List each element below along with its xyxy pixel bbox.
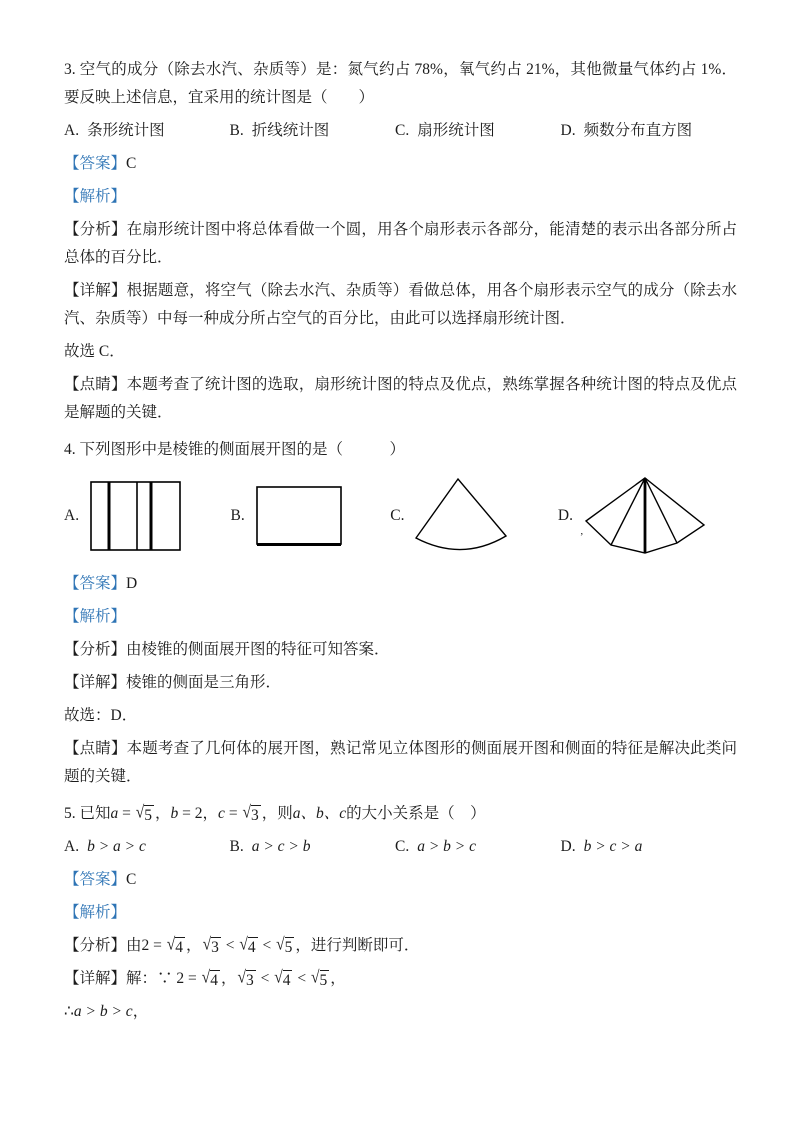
q4-jiexi-label: 【解析】 bbox=[64, 608, 127, 625]
comma: ， bbox=[132, 1003, 149, 1020]
comma: ， bbox=[155, 805, 171, 822]
sqrt-5 bbox=[311, 965, 329, 993]
radicand: 4 bbox=[175, 939, 184, 956]
divided-rectangle-figure bbox=[90, 481, 182, 552]
q5-stem-mid: 则 bbox=[277, 805, 293, 822]
q4-figure-b-label: B. bbox=[230, 507, 245, 524]
q4-figure-c-label: C. bbox=[390, 507, 405, 524]
two-equals: 2 = bbox=[141, 937, 166, 954]
q3-option-c bbox=[395, 117, 561, 145]
fenxi-pre: 由 bbox=[126, 937, 142, 954]
q4-figure-c bbox=[390, 476, 509, 556]
q4-stem: 4. 下列图形中是棱锥的侧面展开图的是（ ） bbox=[64, 441, 406, 458]
q5-option-a bbox=[64, 833, 230, 861]
q5-option-c-text: a > b > c bbox=[417, 838, 477, 855]
q5-jiexi-line bbox=[64, 899, 737, 927]
q5-option-b-label: B. bbox=[229, 838, 244, 855]
q5-jiexi-label: 【解析】 bbox=[64, 904, 127, 921]
therefore-symbol: ∴ bbox=[64, 1003, 74, 1020]
equals-sign: = bbox=[118, 805, 135, 822]
radicand: 4 bbox=[210, 972, 218, 989]
q3-option-a-label: A. bbox=[64, 122, 80, 139]
question-5 bbox=[64, 800, 737, 1026]
q3-answer-label: 【答案】 bbox=[64, 155, 127, 172]
radicand: 3 bbox=[211, 939, 219, 956]
q4-figure-a-label: A. bbox=[64, 507, 80, 524]
equals-sign: = bbox=[224, 805, 242, 822]
q5-option-b-text: a > c > b bbox=[251, 838, 311, 855]
comma: ， bbox=[261, 805, 278, 822]
equals-two: = 2， bbox=[178, 805, 219, 822]
q4-figure-b bbox=[231, 486, 342, 547]
q5-conclusion-expr: a > b > c bbox=[73, 1003, 133, 1020]
sector-figure bbox=[415, 476, 509, 556]
sqrt-3 bbox=[242, 800, 260, 828]
comma: ， bbox=[220, 970, 237, 987]
q3-dianjing: 【点睛】本题考查了统计图的选取，扇形统计图的特点及优点，熟练掌握各种统计图的特点及优点是解题的关键． bbox=[64, 376, 737, 421]
xiangjie-pre: 解： bbox=[126, 970, 158, 987]
radical-sign: √ bbox=[135, 802, 145, 823]
q4-jiexi-line bbox=[64, 603, 737, 631]
q3-option-b bbox=[230, 117, 396, 145]
q4-answer-label: 【答案】 bbox=[64, 575, 127, 592]
q5-answer-line bbox=[64, 866, 737, 894]
q4-xiangjie: 【详解】棱锥的侧面是三角形． bbox=[64, 674, 282, 691]
var-b: b bbox=[170, 805, 179, 822]
q3-option-d-text: 频数分布直方图 bbox=[583, 122, 693, 139]
q4-answer-value: D bbox=[126, 575, 138, 592]
q5-answer-label: 【答案】 bbox=[64, 871, 127, 888]
q3-stem: 3. 空气的成分（除去水汽、杂质等）是：氮气约占 78%，氧气约占 21%，其他微量气体约占 1%．要反映上述信息，宜采用的统计图是（ ） bbox=[64, 61, 737, 106]
radical-sign: √ bbox=[310, 967, 320, 988]
comma: ， bbox=[186, 937, 202, 954]
q5-option-c bbox=[395, 833, 561, 861]
q5-option-d-label: D. bbox=[560, 838, 576, 855]
less-than: < bbox=[258, 937, 276, 954]
q4-dianjing: 【点睛】本题考查了几何体的展开图，熟记常见立体图形的侧面展开图和侧面的特征是解决此类问题的关键． bbox=[64, 740, 737, 785]
q3-option-d-label: D. bbox=[560, 122, 576, 139]
q5-option-a-text: b > a > c bbox=[87, 838, 146, 855]
q3-option-a-text: 条形统计图 bbox=[87, 122, 165, 139]
because-symbol: ∵ bbox=[157, 970, 173, 987]
q5-options-row bbox=[64, 833, 737, 861]
fenxi-tail: ，进行判断即可． bbox=[295, 937, 420, 954]
fenxi-label: 【分析】 bbox=[64, 937, 127, 954]
q3-option-c-label: C. bbox=[395, 122, 410, 139]
radical-sign: √ bbox=[202, 934, 212, 955]
q5-option-a-label: A. bbox=[64, 838, 80, 855]
q3-answer-line bbox=[64, 150, 737, 178]
q5-stem bbox=[64, 800, 737, 828]
radicand: 5 bbox=[144, 807, 153, 824]
q5-fenxi bbox=[64, 932, 737, 960]
question-3 bbox=[64, 56, 737, 427]
q3-answer-value: C bbox=[126, 155, 137, 172]
q5-xiangjie bbox=[64, 965, 737, 993]
q3-jiexi-line bbox=[64, 183, 737, 211]
sqrt-5 bbox=[136, 800, 154, 828]
q4-fenxi: 【分析】由棱锥的侧面展开图的特征可知答案． bbox=[64, 641, 390, 658]
q3-guxuan: 故选 C． bbox=[64, 343, 125, 360]
radicand: 4 bbox=[247, 939, 256, 956]
sqrt-4 bbox=[274, 965, 292, 993]
radical-sign: √ bbox=[166, 934, 176, 955]
q4-figures-row bbox=[64, 472, 709, 560]
radical-sign: √ bbox=[274, 967, 283, 988]
question-4 bbox=[64, 436, 737, 791]
q3-options-row bbox=[64, 117, 737, 145]
q5-option-d bbox=[561, 833, 643, 861]
less-than: < bbox=[221, 937, 239, 954]
sqrt-4 bbox=[167, 932, 185, 960]
sqrt-5 bbox=[276, 932, 294, 960]
two-equals: 2 = bbox=[172, 970, 201, 987]
radical-sign: √ bbox=[201, 967, 211, 988]
q3-option-a bbox=[64, 117, 230, 145]
q5-option-d-text: b > c > a bbox=[583, 838, 643, 855]
q3-option-b-label: B. bbox=[229, 122, 244, 139]
q3-option-b-text: 折线统计图 bbox=[251, 122, 330, 139]
radical-sign: √ bbox=[239, 934, 248, 955]
q5-stem-tail: 的大小关系是（ ） bbox=[346, 805, 486, 822]
q5-stem-vars: a、b、c bbox=[292, 805, 347, 822]
sqrt-3 bbox=[203, 932, 221, 960]
q5-conclusion bbox=[64, 998, 737, 1026]
sqrt-4 bbox=[239, 932, 257, 960]
q5-option-b bbox=[230, 833, 396, 861]
radicand: 3 bbox=[245, 972, 254, 989]
xiangjie-label: 【详解】 bbox=[64, 970, 127, 987]
radical-sign: √ bbox=[242, 802, 251, 823]
comma: ， bbox=[330, 970, 346, 987]
triangle-fan-figure bbox=[584, 475, 709, 557]
q4-answer-line bbox=[64, 570, 737, 598]
radical-sign: √ bbox=[276, 934, 285, 955]
q5-option-c-label: C. bbox=[395, 838, 410, 855]
radicand: 3 bbox=[250, 807, 259, 824]
q3-option-c-text: 扇形统计图 bbox=[417, 122, 495, 139]
radicand: 5 bbox=[284, 939, 293, 956]
q4-figure-d bbox=[558, 475, 709, 557]
plain-rectangle-figure bbox=[256, 486, 342, 547]
q4-figure-a bbox=[64, 481, 182, 552]
var-c: c bbox=[218, 805, 225, 822]
q5-stem-pre: 5. 已知 bbox=[64, 805, 111, 822]
q3-fenxi: 【分析】在扇形统计图中将总体看做一个圆，用各个扇形表示各部分，能清楚的表示出各部分所占总体的百分比． bbox=[64, 221, 737, 266]
q3-option-d bbox=[561, 117, 693, 145]
less-than: < bbox=[293, 970, 310, 987]
radicand: 4 bbox=[282, 972, 291, 989]
q4-guxuan: 故选：D． bbox=[64, 707, 138, 724]
radicand: 5 bbox=[319, 972, 328, 989]
radical-sign: √ bbox=[237, 967, 246, 988]
q3-xiangjie: 【详解】根据题意，将空气（除去水汽、杂质等）看做总体，用各个扇形表示空气的成分（除去水汽、杂质等）中每一种成分所占空气的百分比，由此可以选择扇形统计图． bbox=[64, 282, 737, 327]
stray-mark: ’ bbox=[579, 531, 584, 543]
q3-jiexi-label: 【解析】 bbox=[64, 188, 127, 205]
less-than: < bbox=[256, 970, 274, 987]
q4-figure-d-label: D. bbox=[557, 507, 573, 524]
var-a: a bbox=[110, 805, 119, 822]
q5-answer-value: C bbox=[126, 871, 137, 888]
sqrt-4 bbox=[202, 965, 220, 993]
sqrt-3 bbox=[237, 965, 255, 993]
